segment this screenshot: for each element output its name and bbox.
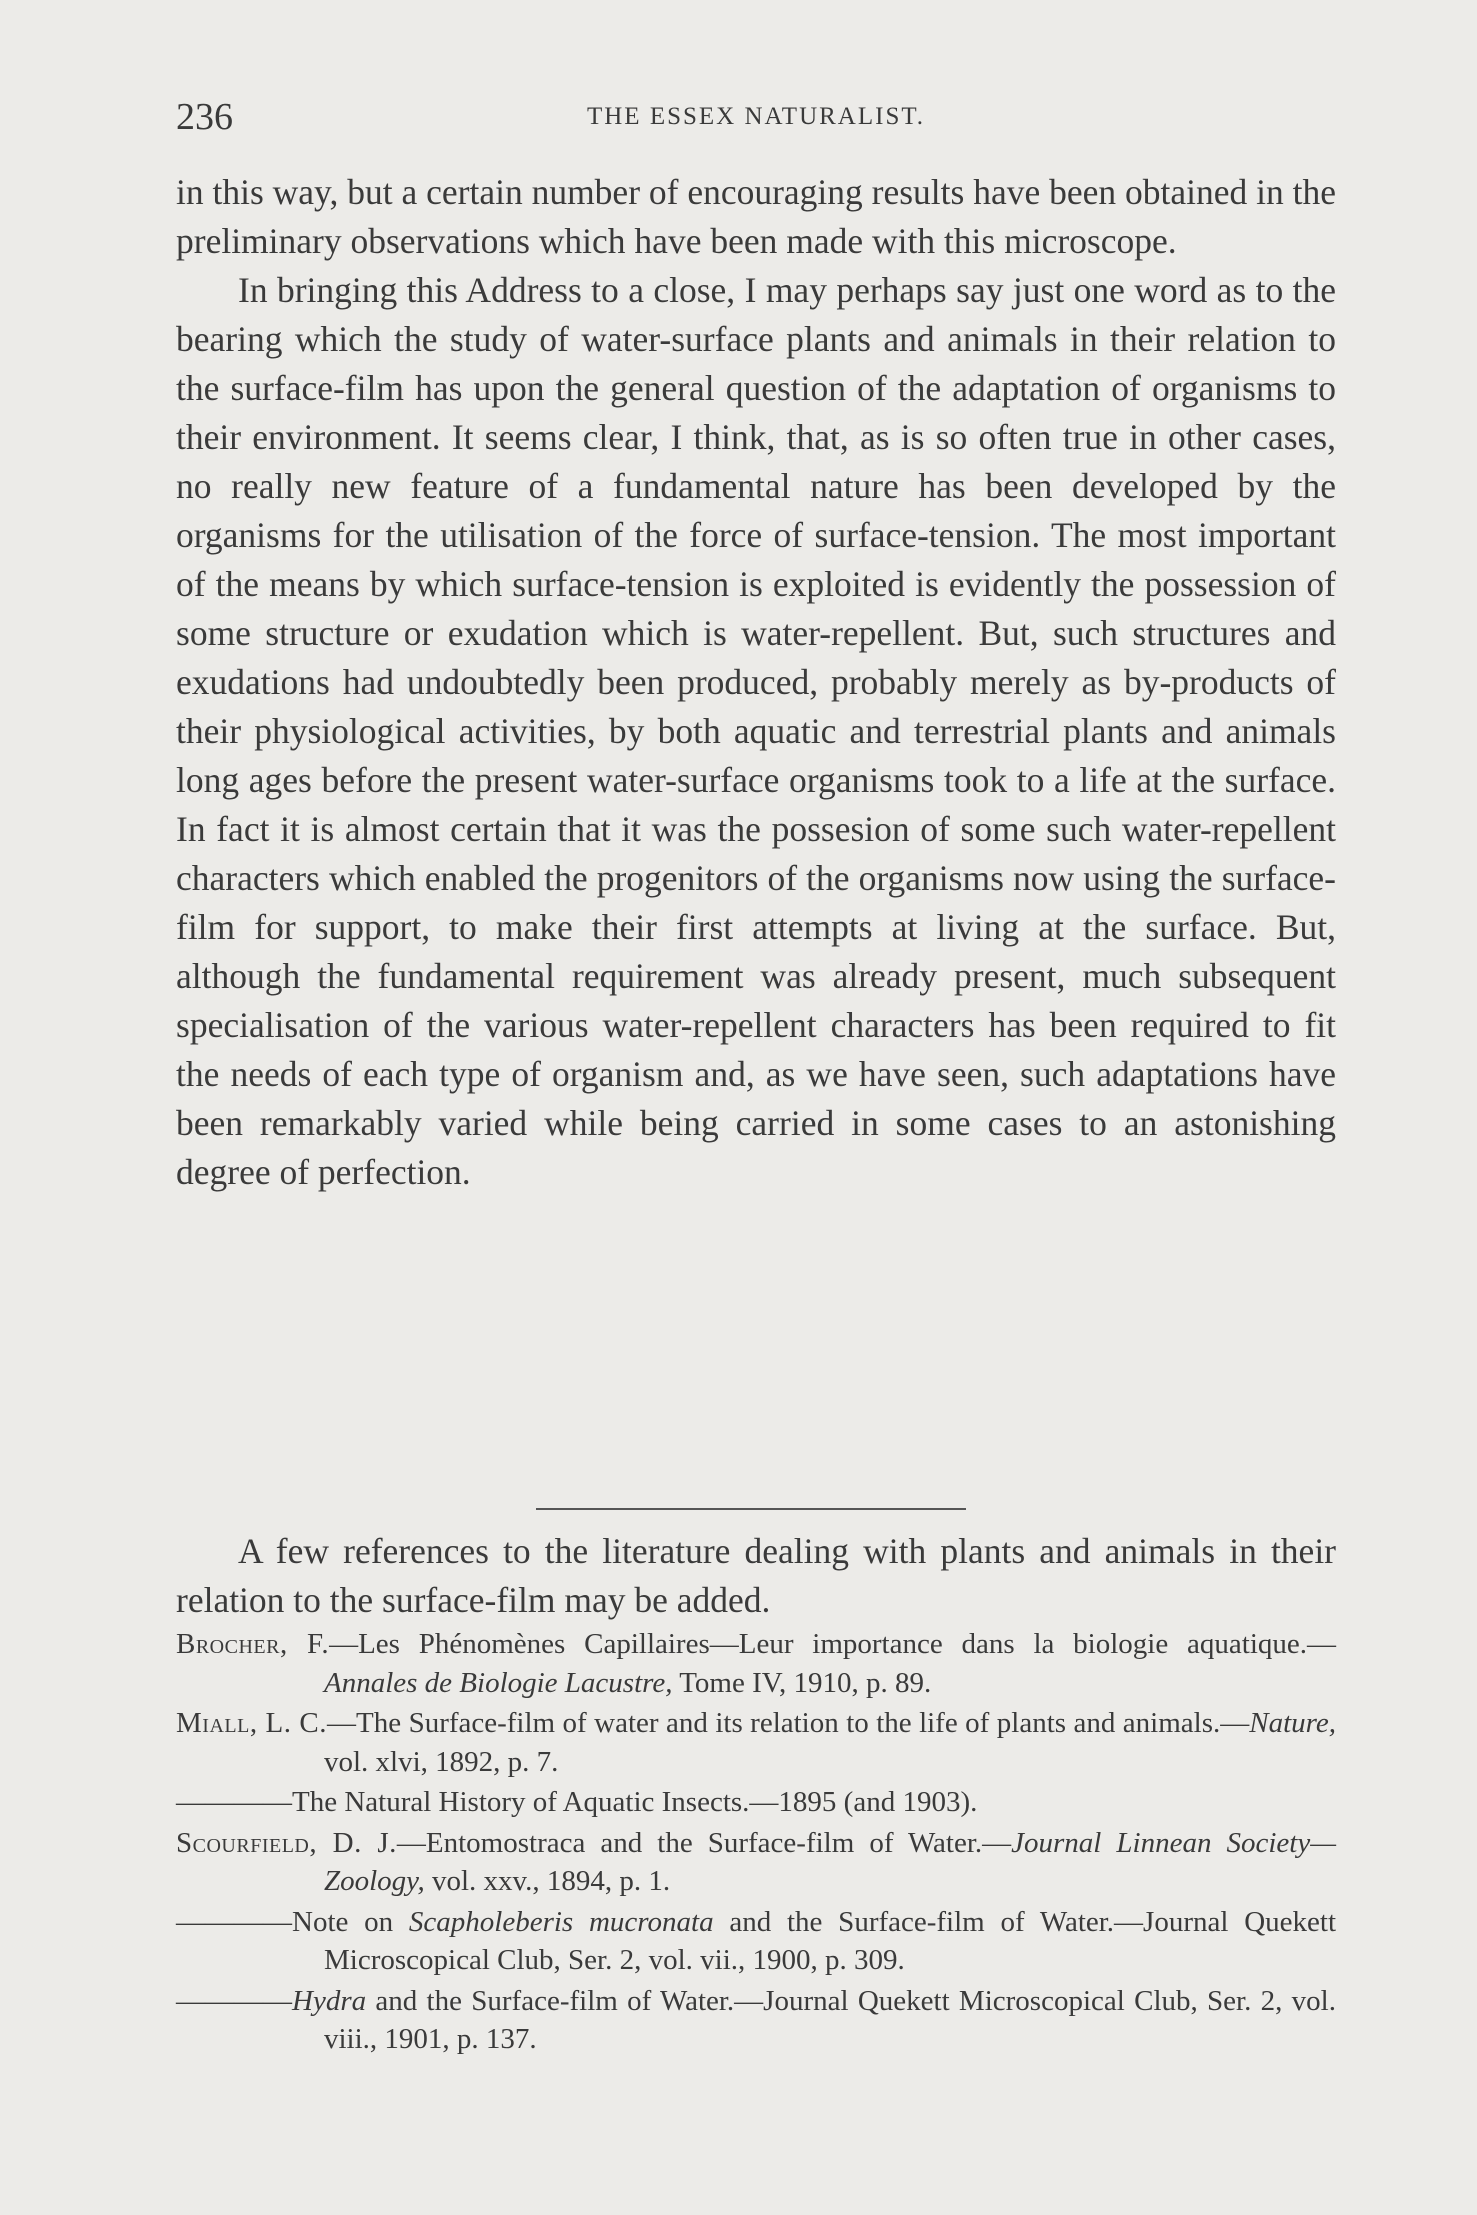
reference-ditto-dash: ————	[176, 1984, 292, 2017]
reference-details: vol. xxv., 1894, p. 1.	[424, 1865, 671, 1897]
running-head: THE ESSEX NATURALIST.	[586, 103, 926, 130]
reference-ditto-dash: ————	[176, 1905, 292, 1938]
page-number: 236	[176, 96, 233, 138]
reference-details: and the Surface-film of Water.—Journal Quekett Microscopical Club, Ser. 2, vol. vii., 1900, p. 309.	[324, 1905, 1336, 1976]
body-text	[176, 168, 1336, 1197]
reference-publication: Annales de Biologie Lacustre,	[324, 1666, 673, 1699]
section-divider	[536, 1508, 966, 1510]
reference-ditto-dash: ————	[176, 1786, 292, 1818]
reference-title: —Les Phénomènes Capillaires—Leur importance dans la biologie aquatique.—	[329, 1628, 1336, 1660]
reference-item	[176, 1783, 1336, 1822]
page-header	[176, 95, 1336, 145]
reference-title: —Entomostraca and the Surface-film of Water.—	[396, 1826, 1012, 1859]
references-intro-text: A few references to the literature dealing with plants and animals in their relation to the surface-film may be added.	[176, 1531, 1336, 1620]
reference-publication: Journal Linnean Society—Zoology,	[324, 1826, 1336, 1897]
reference-details: vol. xlvi, 1892, p. 7.	[324, 1745, 559, 1778]
reference-author: Scourfield, D. J.	[176, 1826, 397, 1859]
reference-title: Note on	[292, 1905, 409, 1938]
reference-list	[176, 1625, 1336, 2061]
references-intro	[176, 1527, 1336, 1625]
reference-details: Tome IV, 1910, p. 89.	[672, 1666, 932, 1699]
reference-author: Brocher, F.	[176, 1628, 330, 1660]
paragraph-conclusion: In bringing this Address to a close, I may perhaps say just one word as to the bearing which the study of water-surface plants and animals in their relation to the surface-film has upon the general question of the adaptation of organisms to their environment. It seems clear, I think, that, as is so often true in other cases, no really new feature of a fundamental nature has been developed by the organisms for the utilisation of the force of surface-tension. The most important of the means by which surface-tension is exploited is evidently the possession of some structure or exudation which is water-repellent. But, such structures and exudations had undoubtedly been produced, probably merely as by-products of their physiological activities, by both aquatic and terrestrial plants and animals long ages before the present water-surface organisms took to a life at the surface. In fact it is almost certain that it was the possesion of some such water-repellent characters which enabled the progenitors of the organisms now using the surface-film for support, to make their first attempts at living at the surface. But, although the fundamental requirement was already present, much subsequent specialisation of the various water-repellent characters has been required to fit the needs of each type of organism and, as we have seen, such adaptations have been remarkably varied while being carried in some cases to an astonishing degree of perfection.	[176, 270, 1336, 1192]
reference-item	[176, 1982, 1336, 2059]
reference-publication: Scapholeberis mucronata	[408, 1905, 714, 1938]
reference-item	[176, 1625, 1336, 1702]
paragraph-continued: in this way, but a certain number of encouraging results have been obtained in the preliminary observations which have been made with this microscope.	[176, 172, 1336, 261]
reference-details: and the Surface-film of Water.—Journal Quekett Microscopical Club, Ser. 2, vol. viii., 1901, p. 137.	[324, 1984, 1336, 2055]
reference-publication: Nature,	[1249, 1707, 1336, 1739]
reference-publication: Hydra	[292, 1984, 367, 2017]
reference-item	[176, 1824, 1336, 1901]
reference-author: Miall, L. C.	[176, 1707, 328, 1739]
reference-title: The Natural History of Aquatic Insects.—1895 (and 1903).	[292, 1786, 978, 1818]
reference-title: —The Surface-film of water and its relation to the life of plants and animals.—	[327, 1707, 1250, 1739]
reference-item	[176, 1704, 1336, 1781]
reference-item	[176, 1903, 1336, 1980]
